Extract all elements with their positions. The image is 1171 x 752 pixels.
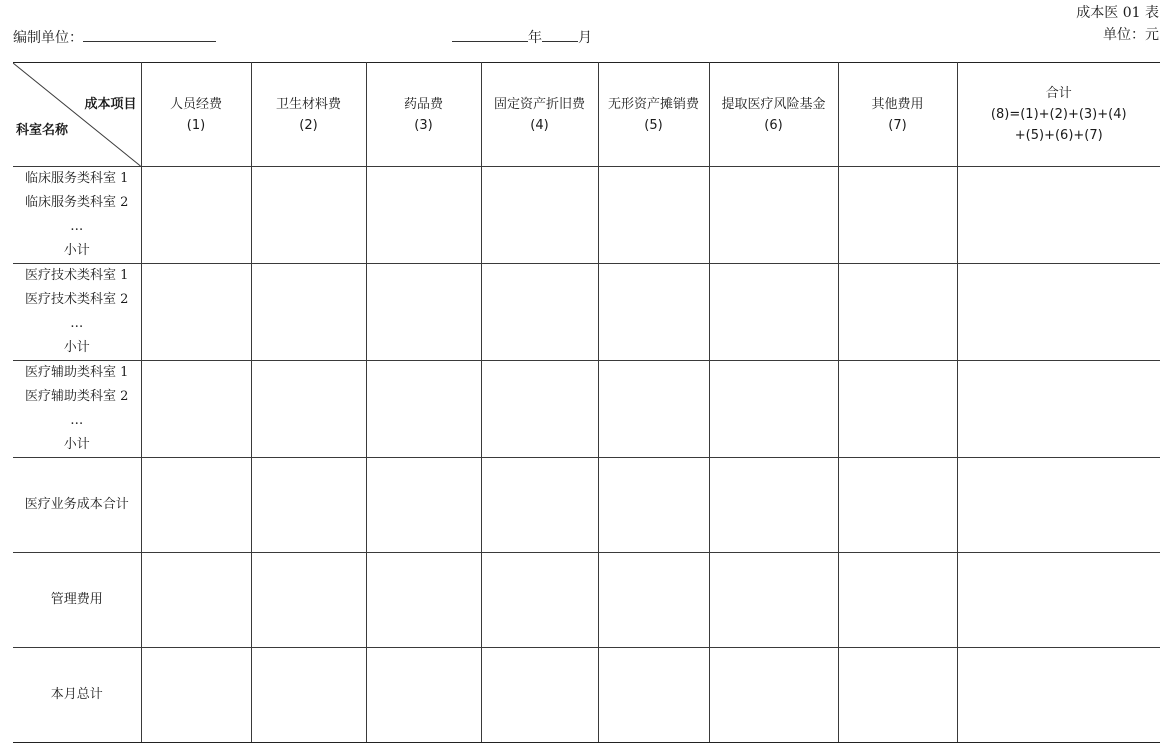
column-name: 提取医疗风险基金 — [721, 96, 826, 112]
table-cell[interactable] — [838, 167, 957, 264]
column-name: 药品费 — [403, 96, 443, 112]
table-cell[interactable] — [251, 264, 366, 361]
row-label — [13, 361, 141, 458]
table-cell[interactable] — [366, 458, 481, 553]
table-cell[interactable] — [709, 648, 838, 743]
table-row — [13, 167, 1160, 264]
column-header — [598, 63, 709, 167]
table-cell[interactable] — [251, 458, 366, 553]
table-cell[interactable] — [838, 553, 957, 648]
table-cell[interactable] — [481, 167, 598, 264]
row-label — [13, 458, 141, 553]
table-cell[interactable] — [598, 264, 709, 361]
department-axis-label: 科室名称 — [16, 123, 69, 138]
table-cell[interactable] — [481, 361, 598, 458]
header-row — [13, 63, 1160, 167]
row-label-line: 医疗业务成本合计 — [24, 497, 129, 512]
row-label — [13, 553, 141, 648]
table-cell[interactable] — [251, 648, 366, 743]
preparing-unit-field — [13, 27, 216, 46]
table-cell[interactable] — [957, 458, 1160, 553]
table-cell[interactable] — [366, 648, 481, 743]
table-cell[interactable] — [481, 648, 598, 743]
column-header — [141, 63, 251, 167]
table-cell[interactable] — [838, 361, 957, 458]
currency-unit: 单位：元 — [1103, 27, 1159, 43]
column-name: 无形资产摊销费 — [607, 96, 699, 112]
column-code: (6) — [764, 117, 783, 133]
table-cell[interactable] — [141, 264, 251, 361]
column-code: (5) — [644, 117, 663, 133]
row-label-line: 小计 — [63, 243, 90, 258]
column-code-continued: +(5)+(6)+(7) — [1014, 128, 1103, 143]
row-label-line: 管理费用 — [50, 592, 103, 607]
table-cell[interactable] — [957, 167, 1160, 264]
table-cell[interactable] — [251, 167, 366, 264]
row-label-line: 医疗技术类科室 1 — [25, 268, 129, 283]
table-cell[interactable] — [598, 361, 709, 458]
table-row — [13, 648, 1160, 743]
column-name: 固定资产折旧费 — [493, 96, 585, 112]
table-cell[interactable] — [251, 553, 366, 648]
row-label-line: 医疗辅助类科室 2 — [25, 389, 129, 404]
table-cell[interactable] — [709, 458, 838, 553]
table-row — [13, 553, 1160, 648]
table-cell[interactable] — [366, 167, 481, 264]
column-header — [481, 63, 598, 167]
table-cell[interactable] — [598, 167, 709, 264]
column-code: (7) — [888, 117, 907, 133]
table-row — [13, 458, 1160, 553]
table-row — [13, 361, 1160, 458]
table-cell[interactable] — [957, 361, 1160, 458]
column-name: 其他费用 — [871, 96, 924, 112]
table-cell[interactable] — [141, 553, 251, 648]
column-code: (4) — [530, 117, 549, 133]
row-label-line: 医疗技术类科室 2 — [25, 292, 129, 307]
column-header — [251, 63, 366, 167]
table-cell[interactable] — [838, 458, 957, 553]
table-row — [13, 264, 1160, 361]
table-cell[interactable] — [141, 458, 251, 553]
table-cell[interactable] — [141, 648, 251, 743]
preparing-unit-blank[interactable] — [83, 27, 216, 42]
column-code: (1) — [186, 117, 206, 133]
row-label-line: 临床服务类科室 1 — [25, 171, 129, 186]
table-cell[interactable] — [957, 264, 1160, 361]
table-cell[interactable] — [838, 264, 957, 361]
table-cell[interactable] — [838, 648, 957, 743]
table-cell[interactable] — [957, 648, 1160, 743]
table-cell[interactable] — [598, 458, 709, 553]
table-cell[interactable] — [709, 264, 838, 361]
row-label-line: 临床服务类科室 2 — [25, 195, 129, 210]
row-label-line: … — [70, 219, 84, 234]
table-cell[interactable] — [366, 361, 481, 458]
table-cell[interactable] — [141, 167, 251, 264]
year-blank[interactable] — [452, 27, 528, 42]
row-label — [13, 648, 141, 743]
year-label: 年 — [528, 30, 542, 46]
row-label-line: 小计 — [63, 437, 90, 452]
table-cell[interactable] — [481, 553, 598, 648]
month-blank[interactable] — [542, 27, 578, 42]
row-label — [13, 264, 141, 361]
row-label-line: 医疗辅助类科室 1 — [25, 365, 129, 380]
column-name: 合计 — [1045, 86, 1072, 101]
table-cell[interactable] — [481, 264, 598, 361]
table-cell[interactable] — [481, 458, 598, 553]
month-label: 月 — [578, 30, 592, 46]
diagonal-line — [13, 63, 141, 166]
corner-header — [13, 63, 141, 167]
cost-table — [13, 62, 1160, 743]
column-header-total — [957, 63, 1160, 167]
column-name: 卫生材料费 — [275, 96, 341, 112]
table-cell[interactable] — [709, 553, 838, 648]
table-cell[interactable] — [709, 167, 838, 264]
column-code: (2) — [299, 117, 318, 133]
column-code: (3) — [414, 117, 433, 133]
row-label-line: 本月总计 — [50, 687, 103, 702]
row-label-line: … — [70, 413, 84, 428]
table-cell[interactable] — [598, 553, 709, 648]
report-period — [452, 27, 592, 46]
row-label — [13, 167, 141, 264]
table-cell[interactable] — [366, 264, 481, 361]
table-cell[interactable] — [957, 553, 1160, 648]
table-cell[interactable] — [709, 361, 838, 458]
table-cell[interactable] — [598, 648, 709, 743]
column-header — [366, 63, 481, 167]
column-header — [838, 63, 957, 167]
column-name: 人员经费 — [169, 96, 222, 112]
column-code: (8)=(1)+(2)+(3)+(4) — [990, 107, 1127, 122]
row-label-line: 小计 — [63, 340, 90, 355]
table-cell[interactable] — [141, 361, 251, 458]
preparing-unit-label: 编制单位： — [13, 30, 83, 46]
table-cell[interactable] — [251, 361, 366, 458]
row-label-line: … — [70, 316, 84, 331]
column-header — [709, 63, 838, 167]
table-cell[interactable] — [366, 553, 481, 648]
form-code: 成本医 01 表 — [1076, 5, 1159, 21]
cost-item-axis-label: 成本项目 — [84, 97, 137, 112]
